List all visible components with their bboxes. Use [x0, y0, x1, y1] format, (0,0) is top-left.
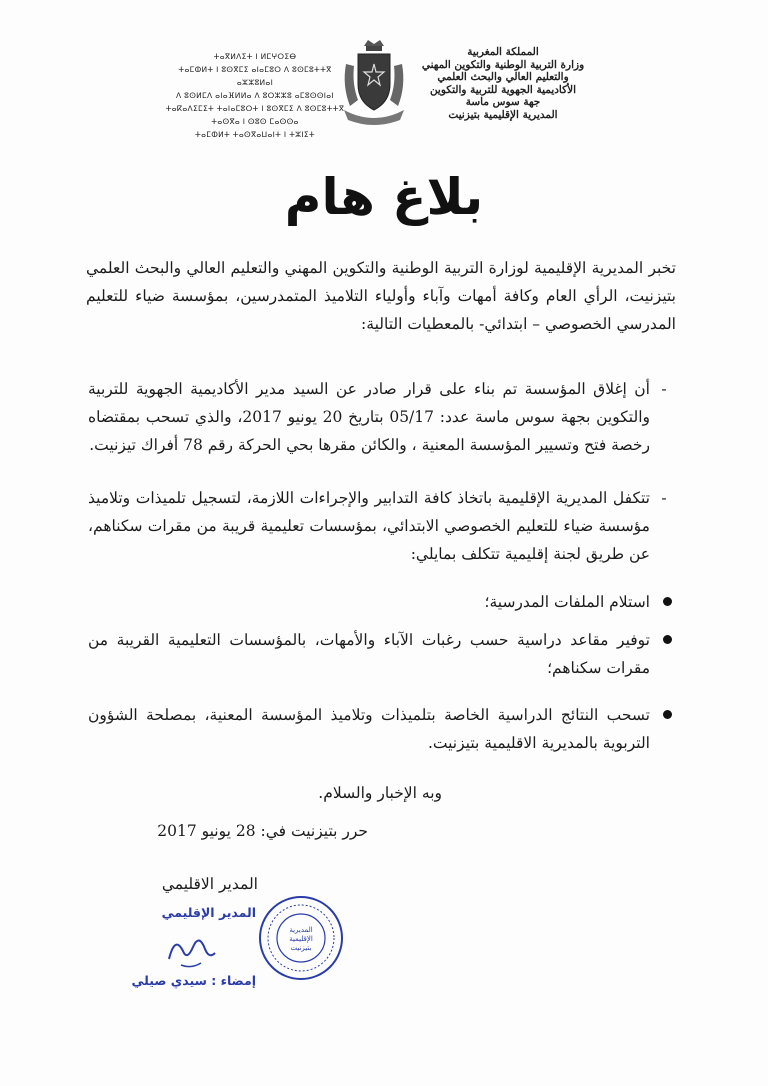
header-line: ⵜⴰⵎⵀⵍⵜ ⵏ ⵓⵙⴳⵎⵉ ⴰⵏⴰⵎⵓⵔ ⴷ ⵓⵙⵎⵓⵜⵜⴳ ⴰⵣⵣⵓⵍⴰⵏ: [178, 65, 332, 87]
bullet-item: [88, 701, 650, 757]
header-line: ⵜⴰⵙⴳⴰ ⵏ ⵙⵓⵙ ⵎⴰⵙⵙⴰ: [211, 117, 299, 126]
header-line: المديرية الإقليمية بتيزنيت: [448, 108, 558, 121]
list-item: [88, 375, 667, 459]
bullet-icon: [663, 710, 672, 719]
closing-line: وبه الإخبار والسلام.: [318, 784, 442, 802]
header-line: الأكاديمية الجهوية للتربية والتكوين: [429, 83, 577, 96]
bullet-item: [88, 588, 650, 616]
signer-title: المدير الاقليمي: [161, 875, 258, 893]
header-line: المملكة المغربية: [467, 46, 539, 58]
header-line: ⵜⴰⵎⵀⵍⵜ ⵜⴰⵙⴳⴰⵡⴰⵏⵜ ⵏ ⵜⵣⵏⵉⵜ: [195, 130, 315, 139]
signature-block: [116, 905, 256, 1000]
dash-marker: -: [661, 489, 667, 507]
stamp-text-line: بتيزنيت: [290, 944, 312, 952]
bullet-text: استلام الملفات المدرسية؛: [484, 593, 650, 611]
stamp-text-line: الإقليمية: [289, 935, 313, 943]
official-stamp: [258, 895, 344, 981]
header-line: ⴷ ⵓⵙⵍⵎⴷ ⴰⵏⴰⴼⵍⵍⴰ ⴷ ⵓⵔⵣⵣⵓ ⴰⵎⵓⵙⵙⵏⴰⵏ: [176, 91, 334, 100]
header-line: ⵜⴰⴳⵍⴷⵉⵜ ⵏ ⵍⵎⵖⵔⵉⴱ: [213, 52, 297, 61]
intro-paragraph: تخبر المديرية الإقليمية لوزارة التربية الوطنية والتكوين المهني والتعليم العالي والبحث العلمي بتيزنيت، الرأي العام وكافة أمهات وآباء وأولياء التلاميذ المتمدرسين، بمؤسسة ضياء للتعليم المدرسي الخصوصي – ابتدائي- بالمعطيات التالية:: [86, 259, 676, 333]
page-title: بلاغ هام: [284, 168, 484, 226]
list-item-text: تتكفل المديرية الإقليمية باتخاذ كافة التدابير والإجراءات اللازمة، لتسجيل تلميذات وتلاميذ مؤسسة ضياء للتعليم الخصوصي الابتدائي، بمؤسسات تعليمية قريبة من مقرات سكناهم، عن طريق لجنة إقليمية تتكلف بمايلي:: [88, 489, 650, 563]
bullet-text: تسحب النتائج الدراسية الخاصة بتلميذات وتلاميذ المؤسسة المعنية، بمصلحة الشؤون التربوية بالمديرية الاقليمية بتيزنيت.: [88, 706, 650, 752]
list-item-text: أن إغلاق المؤسسة تم بناء على قرار صادر عن السيد مدير الأكاديمية الجهوية للتربية والتكوين بجهة سوس ماسة عدد: 05/17 بتاريخ 20 يونيو 2017، والذي تسحب بمقتضاه رخصة فتح وتسيير المؤسسة المعنية ، والكائن مقرها بحي الحركة رقم 78 أفراك تيزنيت.: [88, 380, 650, 454]
bullet-icon: [663, 635, 672, 644]
header-arabic: [388, 46, 618, 121]
bullet-text: توفير مقاعد دراسية حسب رغبات الآباء والأمهات، بالمؤسسات التعليمية القريبة من مقرات سكناهم؛: [88, 631, 650, 677]
bullet-item: [88, 626, 650, 682]
dash-marker: -: [661, 380, 667, 398]
list-item: [88, 484, 667, 568]
header-tifinagh: [160, 50, 350, 141]
date-line: حرر بتيزنيت في: 28 يونيو 2017: [157, 822, 368, 840]
bullet-icon: [663, 597, 672, 606]
signature-name: إمضاء : سيدي صيلي: [131, 973, 256, 988]
signature-scribble: [161, 925, 221, 973]
signature-title: المدير الإقليمي: [161, 905, 256, 920]
header-line: وزارة التربية الوطنية والتكوين المهني: [421, 58, 585, 71]
stamp-text-line: المديرية: [289, 926, 313, 934]
header-line: جهة سوس ماسة: [465, 96, 541, 108]
header-line: ⵜⴰⴽⴰⴷⵉⵎⵉⵜ ⵜⴰⵏⴰⵎⵓⵔⵜ ⵏ ⵓⵙⴳⵎⵉ ⴷ ⵓⵙⵎⵓⵜⵜⴳ: [165, 104, 345, 113]
header-line: والتعليم العالي والبحث العلمي: [437, 71, 569, 83]
